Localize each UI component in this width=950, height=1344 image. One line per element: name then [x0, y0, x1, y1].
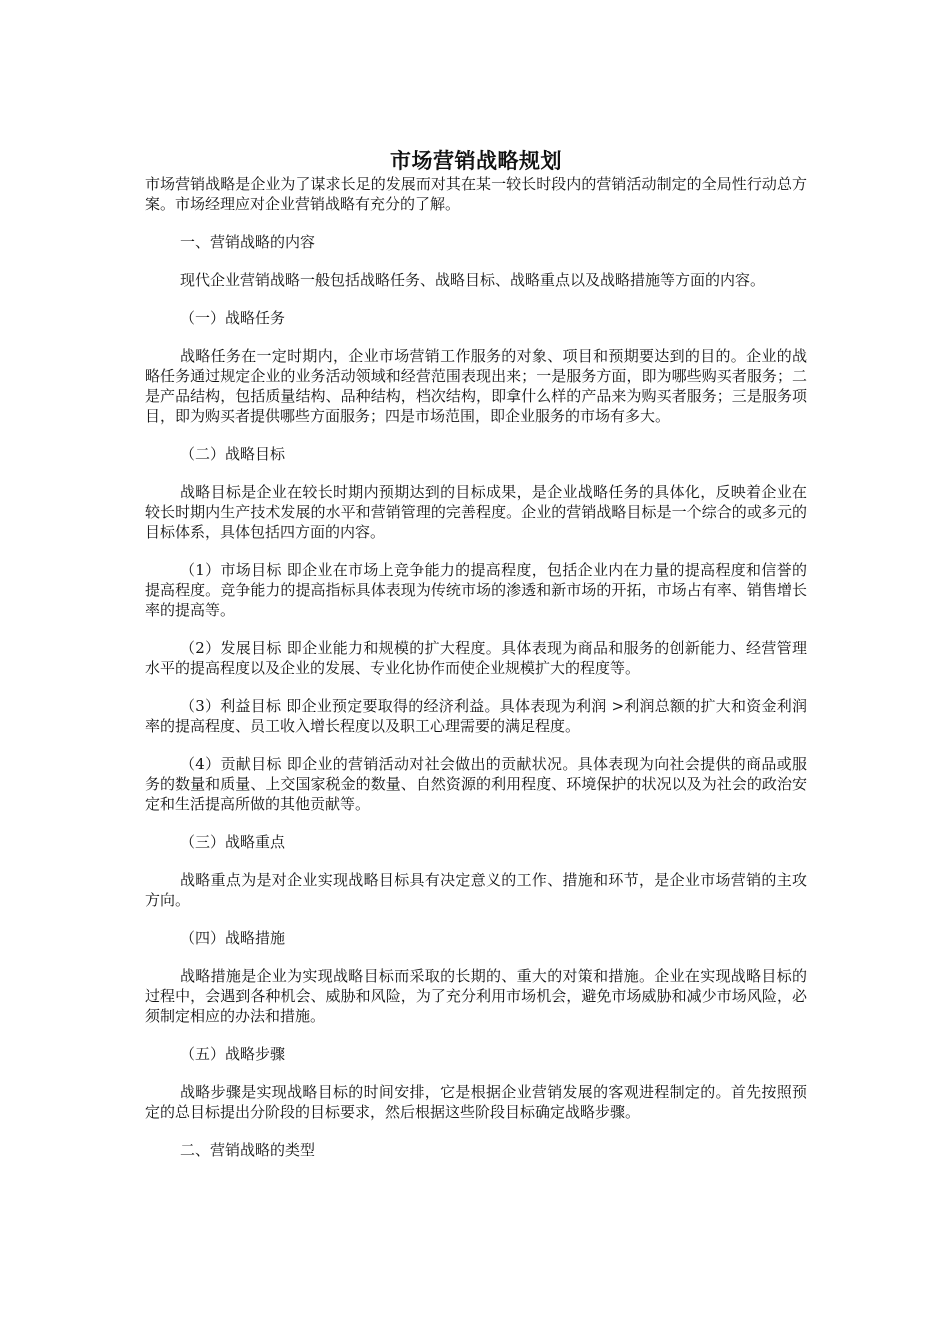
- paragraph-content-overview: 现代企业营销战略一般包括战略任务、战略目标、战略重点以及战略措施等方面的内容。: [180, 271, 766, 289]
- paragraph-contribution-goal: （4）贡献目标 即企业的营销活动对社会做出的贡献状况。具体表现为向社会提供的商品或服务的数量和质量、上交国家税金的数量、自然资源的利用程度、环境保护的状况以及为社会的政治安定和生活提高所做的其他贡献等。: [145, 755, 807, 813]
- section-heading-types: 二、营销战略的类型: [180, 1141, 316, 1159]
- intro-paragraph: 市场营销战略是企业为了谋求长足的发展而对其在某一较长时段内的营销活动制定的全局性行动总方案。市场经理应对企业营销战略有充分的了解。: [145, 175, 807, 213]
- subsection-heading-measures: （四）战略措施: [180, 929, 286, 947]
- paragraph-market-goal: （1）市场目标 即企业在市场上竞争能力的提高程度，包括企业内在力量的提高程度和信誉的提高程度。竞争能力的提高指标具体表现为传统市场的渗透和新市场的开拓，市场占有率、销售增长率的提高等。: [145, 561, 807, 619]
- paragraph-strategic-goal: 战略目标是企业在较长时期内预期达到的目标成果，是企业战略任务的具体化，反映着企业在较长时期内生产技术发展的水平和营销管理的完善程度。企业的营销战略目标是一个综合的或多元的目标体系，具体包括四方面的内容。: [145, 483, 807, 541]
- subsection-heading-task: （一）战略任务: [180, 309, 286, 327]
- document-title: 市场营销战略规划: [390, 148, 562, 173]
- paragraph-strategic-steps: 战略步骤是实现战略目标的时间安排，它是根据企业营销发展的客观进程制定的。首先按照预定的总目标提出分阶段的目标要求，然后根据这些阶段目标确定战略步骤。: [145, 1083, 807, 1121]
- section-heading-content: 一、营销战略的内容: [180, 233, 316, 251]
- paragraph-strategic-measures: 战略措施是企业为实现战略目标而采取的长期的、重大的对策和措施。企业在实现战略目标的过程中，会遇到各种机会、威胁和风险，为了充分利用市场机会，避免市场威胁和减少市场风险，必须制定相应的办法和措施。: [145, 967, 807, 1025]
- subsection-heading-goal: （二）战略目标: [180, 445, 286, 463]
- paragraph-strategic-task: 战略任务在一定时期内，企业市场营销工作服务的对象、项目和预期要达到的目的。企业的战略任务通过规定企业的业务活动领域和经营范围表现出来；一是服务方面，即为哪些购买者服务；二是产品结构，包括质量结构、品种结构，档次结构，即拿什么样的产品来为购买者服务；三是服务项目，即为购买者提供哪些方面服务；四是市场范围，即企业服务的市场有多大。: [145, 347, 807, 425]
- document-page: [145, 148, 807, 1160]
- subsection-heading-steps: （五）战略步骤: [180, 1045, 286, 1063]
- subsection-heading-focus: （三）战略重点: [180, 833, 286, 851]
- paragraph-strategic-focus: 战略重点为是对企业实现战略目标具有决定意义的工作、措施和环节，是企业市场营销的主攻方向。: [145, 871, 807, 909]
- paragraph-profit-goal: （3）利益目标 即企业预定要取得的经济利益。具体表现为利润 >利润总额的扩大和资金利润率的提高程度、员工收入增长程度以及职工心理需要的满足程度。: [145, 697, 807, 735]
- paragraph-development-goal: （2）发展目标 即企业能力和规模的扩大程度。具体表现为商品和服务的创新能力、经营管理水平的提高程度以及企业的发展、专业化协作而使企业规模扩大的程度等。: [145, 639, 807, 677]
